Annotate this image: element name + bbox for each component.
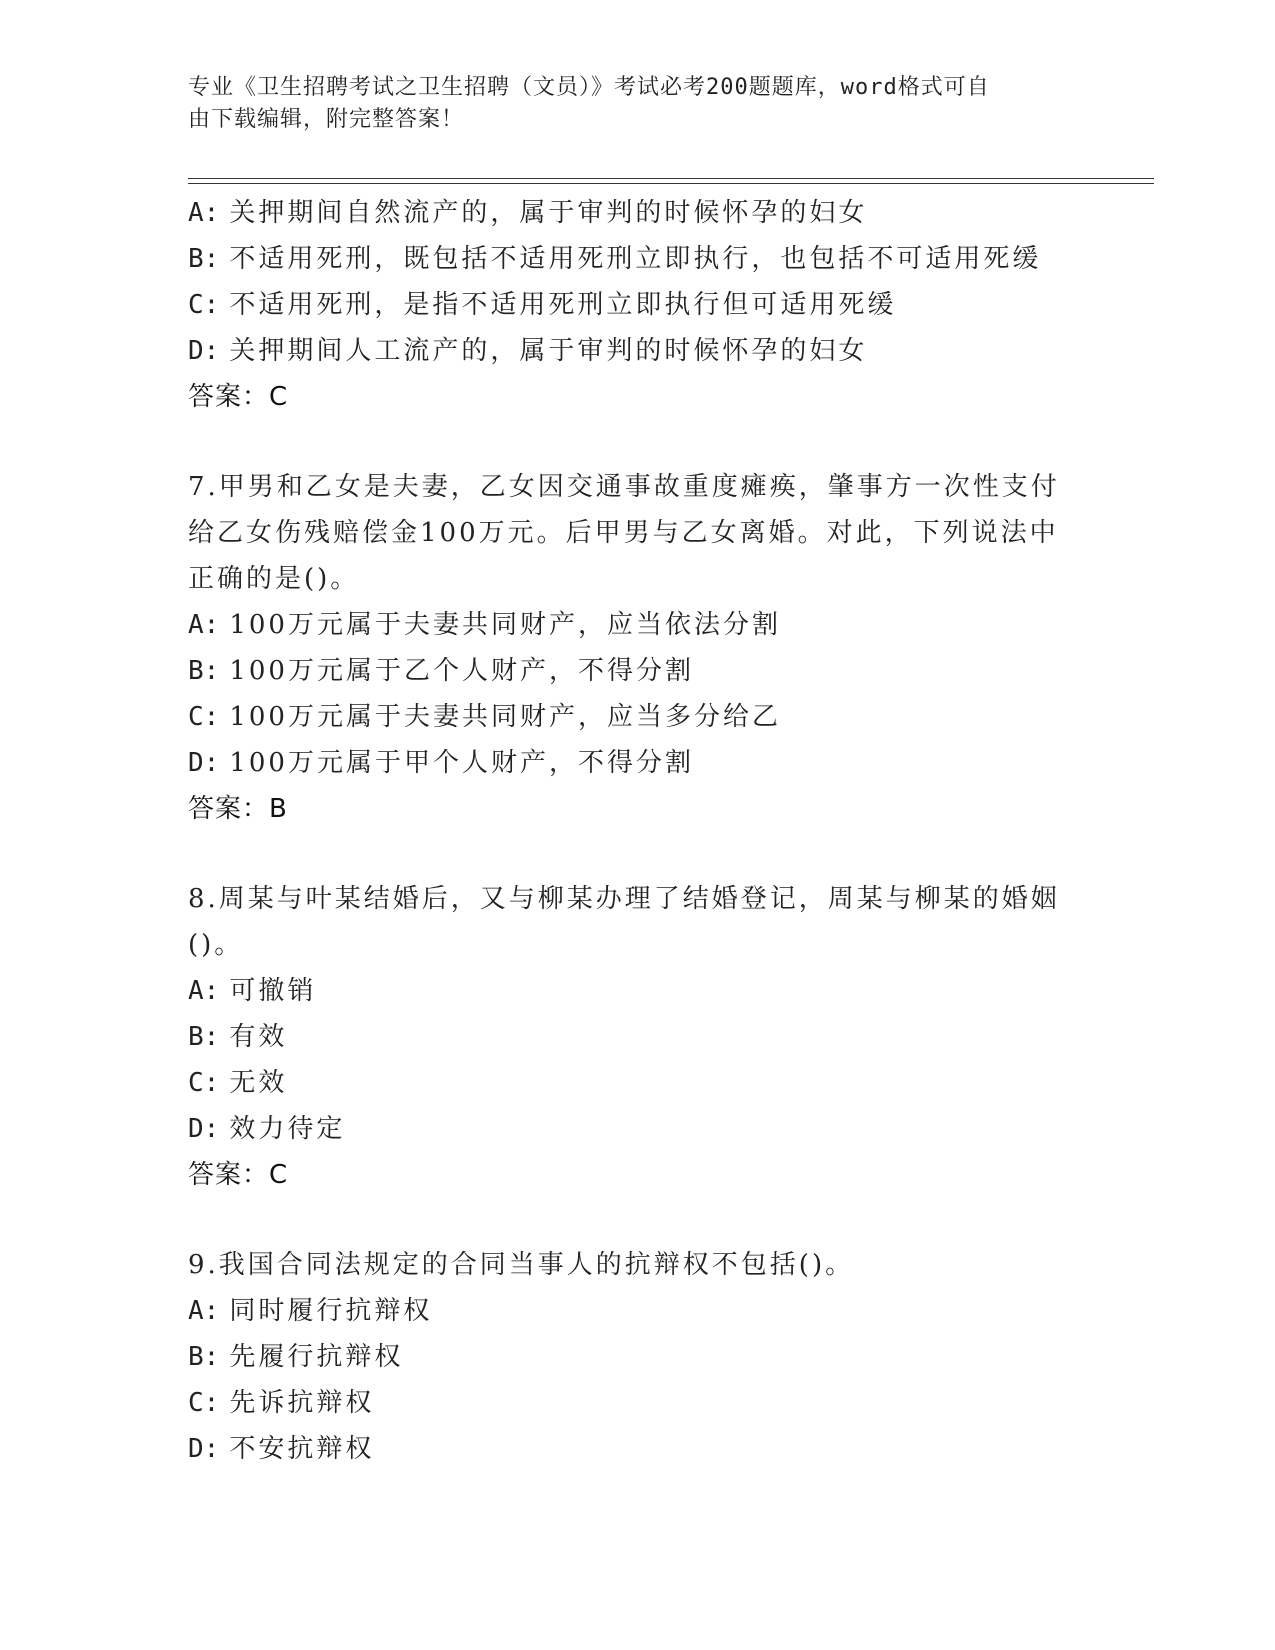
option-label: A: xyxy=(188,610,220,640)
question-8 xyxy=(188,876,1088,1198)
question-stem-line: 给乙女伤残赔偿金100万元。后甲男与乙女离婚。对此，下列说法中 xyxy=(188,518,1059,548)
option-d xyxy=(188,1106,1088,1152)
option-a xyxy=(188,602,1088,648)
option-label: B: xyxy=(188,1342,220,1372)
question-content xyxy=(188,190,1088,1472)
option-label: B: xyxy=(188,1022,220,1052)
option-text: 先诉抗辩权 xyxy=(229,1388,375,1418)
question-stem-line: 正确的是()。 xyxy=(188,564,360,594)
header-rule-top xyxy=(188,178,1154,179)
option-b xyxy=(188,648,1088,694)
option-d xyxy=(188,740,1088,786)
option-text: 无效 xyxy=(229,1068,288,1098)
option-text: 100万元属于夫妻共同财产，应当依法分割 xyxy=(229,610,781,640)
document-header xyxy=(188,72,1068,136)
question-stem-line: 8.周某与叶某结婚后，又与柳某办理了结婚登记，周某与柳某的婚姻 xyxy=(188,884,1060,914)
option-c xyxy=(188,282,1088,328)
question-6-continued xyxy=(188,190,1088,420)
question-9 xyxy=(188,1242,1088,1472)
option-text: 不适用死刑，是指不适用死刑立即执行但可适用死缓 xyxy=(229,290,897,320)
option-a xyxy=(188,1288,1088,1334)
option-text: 先履行抗辩权 xyxy=(229,1342,404,1372)
option-text: 100万元属于甲个人财产，不得分割 xyxy=(229,748,694,778)
option-label: B: xyxy=(188,244,220,274)
option-c xyxy=(188,1380,1088,1426)
question-7 xyxy=(188,464,1088,832)
option-text: 关押期间人工流产的，属于审判的时候怀孕的妇女 xyxy=(229,336,868,366)
option-label: D: xyxy=(188,748,220,778)
option-label: D: xyxy=(188,1114,220,1144)
option-c xyxy=(188,1060,1088,1106)
option-text: 关押期间自然流产的，属于审判的时候怀孕的妇女 xyxy=(229,198,868,228)
option-label: A: xyxy=(188,1296,220,1326)
option-text: 不安抗辩权 xyxy=(229,1434,375,1464)
option-label: C: xyxy=(188,702,220,732)
option-text: 效力待定 xyxy=(229,1114,346,1144)
option-label: A: xyxy=(188,976,220,1006)
option-label: C: xyxy=(188,1388,220,1418)
option-b xyxy=(188,1014,1088,1060)
option-label: A: xyxy=(188,198,220,228)
option-label: C: xyxy=(188,1068,220,1098)
option-a xyxy=(188,190,1088,236)
header-title-line-1: 专业《卫生招聘考试之卫生招聘（文员）》考试必考200题题库，word格式可自 xyxy=(188,75,990,100)
option-b xyxy=(188,236,1088,282)
question-stem-line: ()。 xyxy=(188,930,244,960)
option-text: 100万元属于夫妻共同财产，应当多分给乙 xyxy=(229,702,781,732)
option-text: 100万元属于乙个人财产，不得分割 xyxy=(229,656,694,686)
header-title-line-2: 由下载编辑，附完整答案！ xyxy=(188,107,465,132)
header-rule-bottom xyxy=(188,183,1154,184)
option-text: 同时履行抗辩权 xyxy=(229,1296,433,1326)
option-c xyxy=(188,694,1088,740)
answer-line: 答案：C xyxy=(188,382,289,412)
option-label: B: xyxy=(188,656,220,686)
option-d xyxy=(188,328,1088,374)
option-label: C: xyxy=(188,290,220,320)
option-text: 不适用死刑，既包括不适用死刑立即执行，也包括不可适用死缓 xyxy=(229,244,1042,274)
option-d xyxy=(188,1426,1088,1472)
option-text: 可撤销 xyxy=(229,976,317,1006)
option-text: 有效 xyxy=(229,1022,288,1052)
option-b xyxy=(188,1334,1088,1380)
question-stem-line: 9.我国合同法规定的合同当事人的抗辩权不包括()。 xyxy=(188,1250,855,1280)
option-a xyxy=(188,968,1088,1014)
question-stem-line: 7.甲男和乙女是夫妻，乙女因交通事故重度瘫痪，肇事方一次性支付 xyxy=(188,472,1060,502)
option-label: D: xyxy=(188,1434,220,1464)
option-label: D: xyxy=(188,336,220,366)
answer-line: 答案：C xyxy=(188,1160,289,1190)
answer-line: 答案：B xyxy=(188,794,288,824)
